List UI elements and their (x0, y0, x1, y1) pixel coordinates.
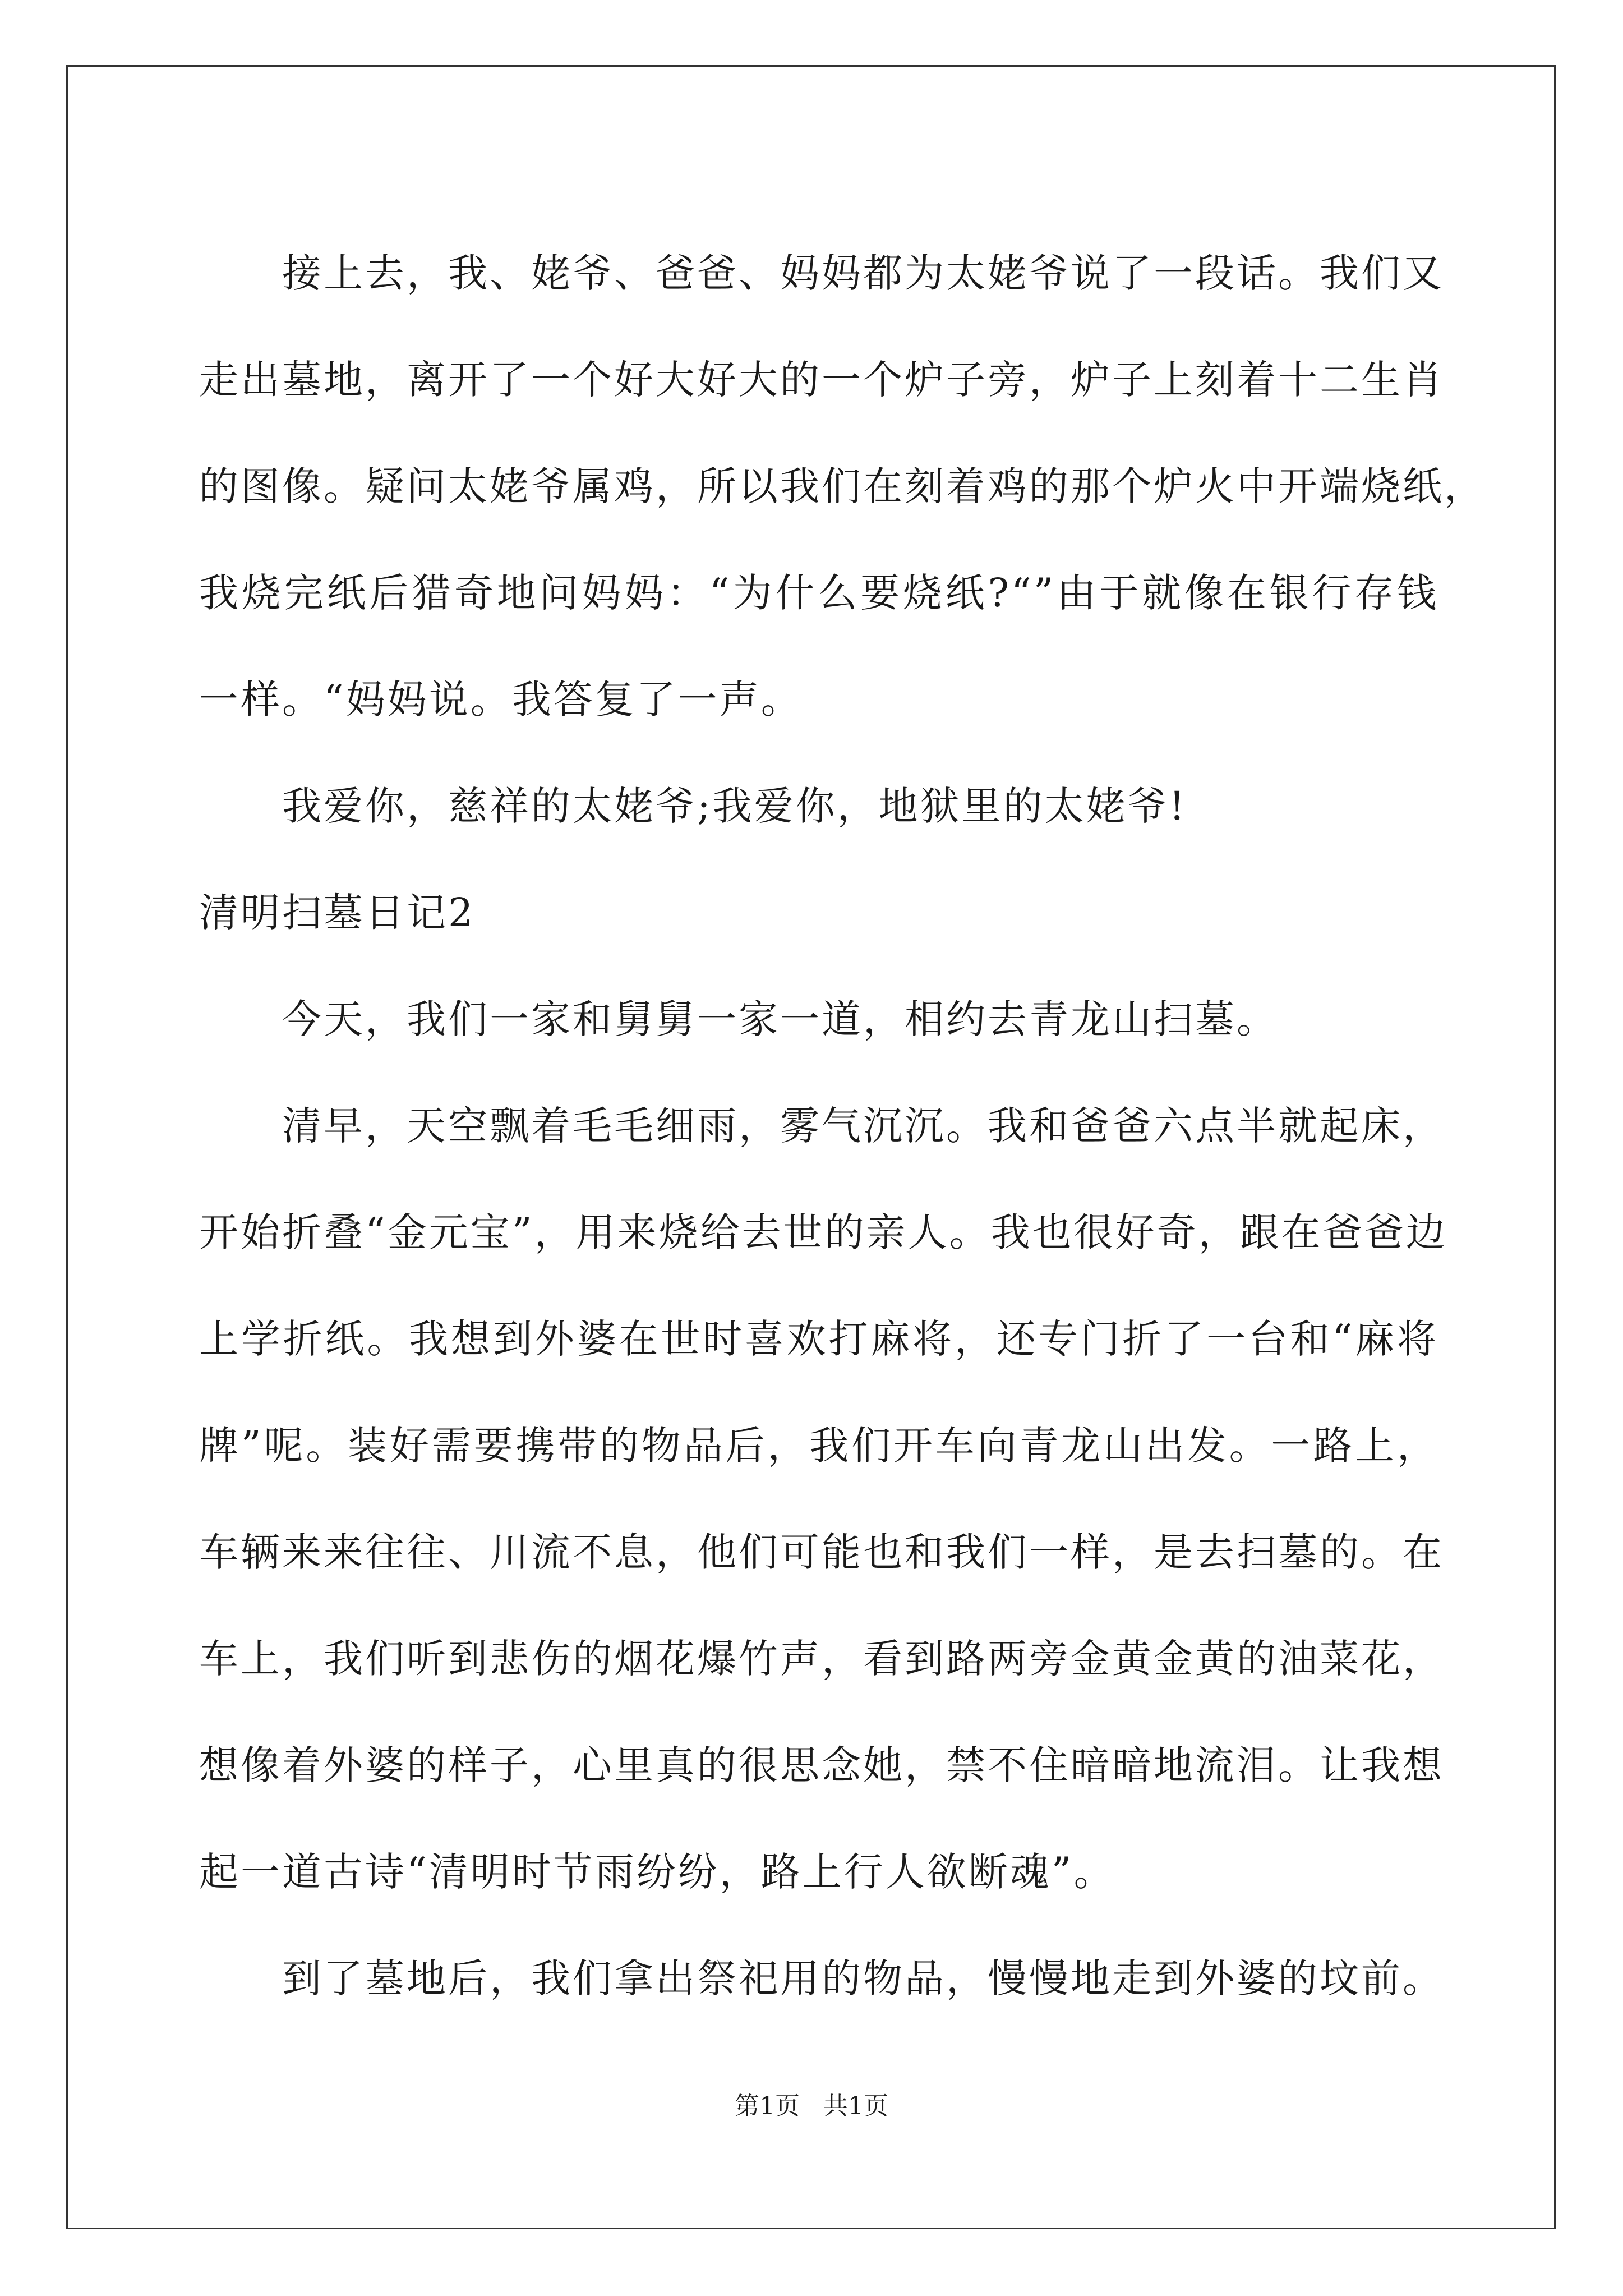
paragraph-line: 的图像。疑问太姥爷属鸡，所以我们在刻着鸡的那个炉火中开端烧纸， (199, 463, 1486, 509)
paragraph-line: 想像着外婆的样子，心里真的很思念她，禁不住暗暗地流泪。让我想 (199, 1742, 1444, 1788)
paragraph-line: 接上去，我、姥爷、爸爸、妈妈都为太姥爷说了一段话。我们又 (282, 250, 1444, 296)
paragraph-line: 上学折纸。我想到外婆在世时喜欢打麻将，还专门折了一台和“麻将 (199, 1316, 1438, 1362)
section-heading: 清明扫墓日记2 (199, 890, 476, 936)
paragraph-line: 我爱你，慈祥的太姥爷;我爱你，地狱里的太姥爷! (282, 783, 1187, 829)
paragraph-line: 到了墓地后，我们拿出祭祀用的物品，慢慢地走到外婆的坟前。 (282, 1955, 1444, 2001)
paragraph-line: 牌”呢。装好需要携带的物品后，我们开车向青龙山出发。一路上， (199, 1423, 1438, 1469)
paragraph-line: 走出墓地，离开了一个好大好大的一个炉子旁，炉子上刻着十二生肖 (199, 357, 1444, 403)
paragraph-line: 起一道古诗“清明时节雨纷纷，路上行人欲断魂”。 (199, 1849, 1115, 1895)
paragraph-line: 车辆来来往往、川流不息，他们可能也和我们一样，是去扫墓的。在 (199, 1529, 1444, 1575)
paragraph-line: 车上，我们听到悲伤的烟花爆竹声，看到路两旁金黄金黄的油菜花， (199, 1636, 1444, 1682)
paragraph-line: 我烧完纸后猎奇地问妈妈：“为什么要烧纸?“”由于就像在银行存钱 (199, 570, 1438, 616)
paragraph-line: 一样。“妈妈说。我答复了一声。 (199, 677, 803, 723)
paragraph-line: 开始折叠“金元宝”，用来烧给去世的亲人。我也很好奇，跟在爸爸边 (199, 1209, 1447, 1255)
paragraph-line: 清早，天空飘着毛毛细雨，雾气沉沉。我和爸爸六点半就起床， (282, 1103, 1444, 1149)
document-body (199, 220, 1486, 2032)
page-footer: 第1页 共1页 (735, 2092, 888, 2120)
paragraph-line: 今天，我们一家和舅舅一家一道，相约去青龙山扫墓。 (282, 996, 1278, 1042)
